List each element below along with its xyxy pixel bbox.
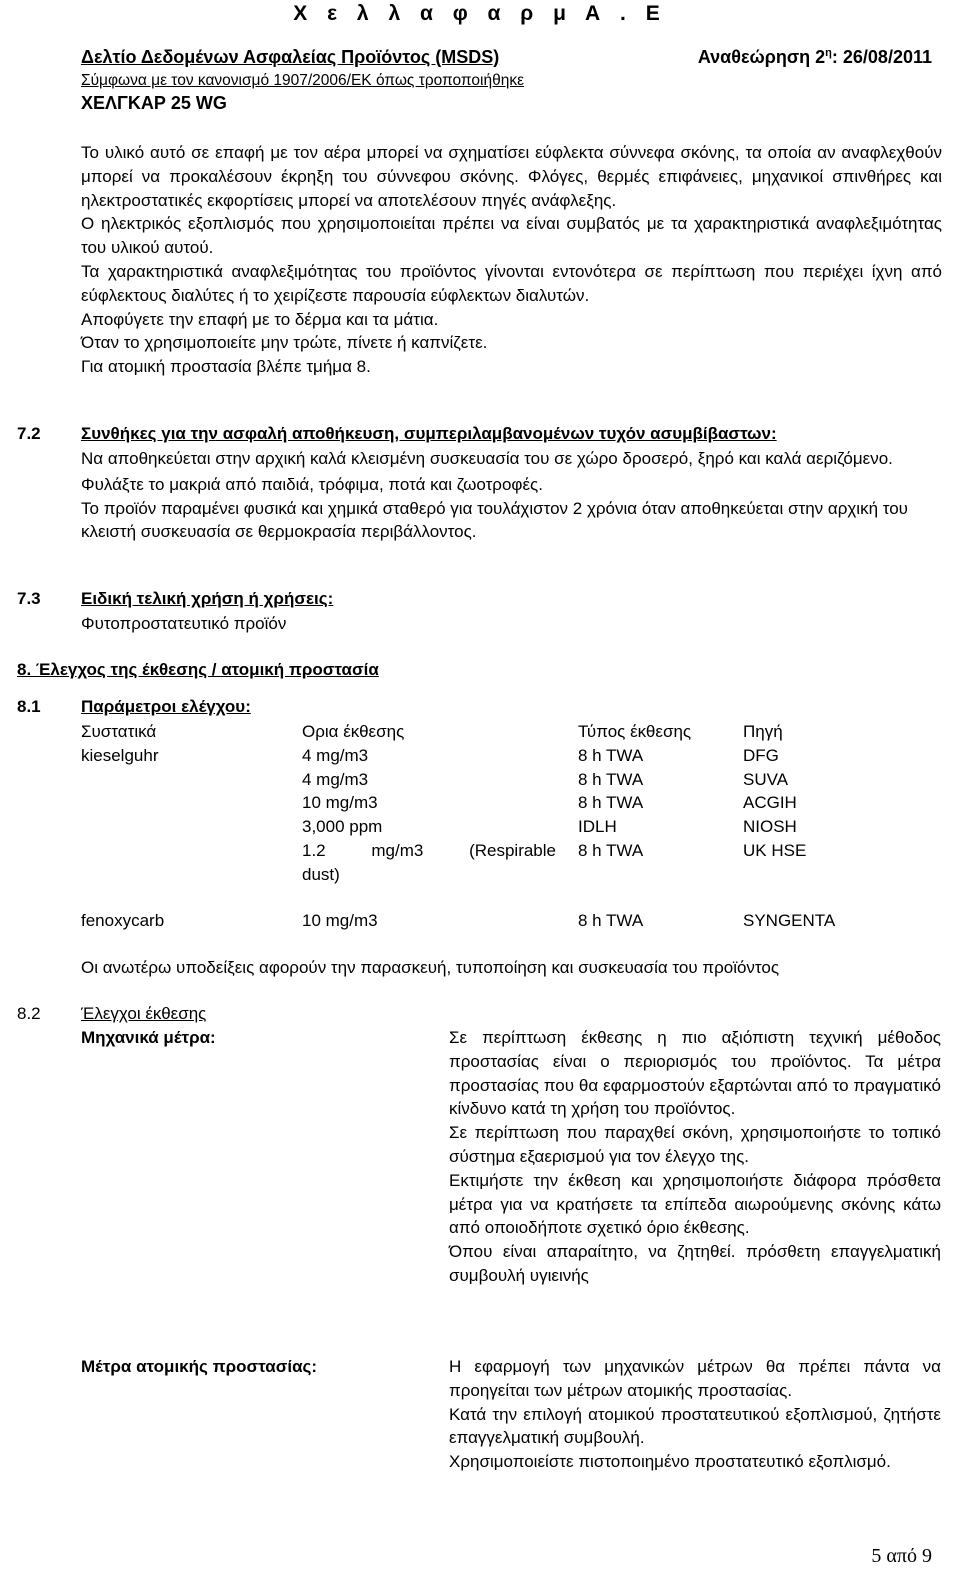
paragraph: Για ατομική προστασία βλέπε τμήμα 8. xyxy=(81,357,371,377)
table-cell: SYNGENTA xyxy=(743,911,836,930)
section-number: 7.2 xyxy=(17,424,41,443)
product-name: ΧΕΛΓΚΑΡ 25 WG xyxy=(81,93,227,113)
table-cell: IDLH xyxy=(578,817,617,836)
table-cell: 3,000 ppm xyxy=(302,817,383,836)
revision-label: Αναθεώρηση 2 xyxy=(697,47,826,67)
section-heading: Παράμετροι ελέγχου: xyxy=(81,697,251,716)
ppe-text xyxy=(449,1355,941,1474)
paragraph: Κατά την επιλογή ατομικού προστατευτικού εξοπλισμού, ζητήστε επαγγελματική συμβουλή. xyxy=(449,1404,941,1448)
limit-line-1: 1.2 mg/m3 (Respirable xyxy=(302,841,556,860)
table-cell: 4 mg/m3 xyxy=(302,746,369,765)
ppe-label: Μέτρα ατομικής προστασίας: xyxy=(81,1357,318,1376)
limit-line-2: dust) xyxy=(302,864,340,884)
table-cell: ACGIH xyxy=(743,793,797,812)
paragraph: Όταν το χρησιμοποιείτε μην τρώτε, πίνετε ή καπνίζετε. xyxy=(81,333,488,353)
section-heading: Έλεγχοι έκθεσης xyxy=(81,1004,207,1023)
regulation-line: Σύμφωνα με τον κανονισμό 1907/2006/ΕΚ όπως τροποποιήθηκε xyxy=(81,72,524,89)
paragraph: Φυλάξτε το μακριά από παιδιά, τρόφιμα, ποτά και ζωοτροφές. xyxy=(81,474,543,494)
revision-date: : 26/08/2011 xyxy=(831,47,932,67)
table-cell: 8 h TWA xyxy=(578,911,644,930)
column-header: Συστατικά xyxy=(81,722,157,741)
paragraph: Αποφύγετε την επαφή με το δέρμα και τα μάτια. xyxy=(81,309,439,329)
table-cell: 4 mg/m3 xyxy=(302,770,369,789)
section-8-heading: 8. Έλεγχος της έκθεσης / ατομική προστασία xyxy=(17,660,379,679)
table-cell: fenoxycarb xyxy=(81,911,165,930)
section-7-2-body xyxy=(81,447,921,544)
column-header: Τύπος έκθεσης xyxy=(578,722,692,741)
page-number: 5 από 9 xyxy=(871,1545,932,1567)
section-number: 8.1 xyxy=(17,697,41,716)
section-7-3-text: Φυτοπροστατευτικό προϊόν xyxy=(81,614,287,633)
revision-info xyxy=(698,47,932,68)
table-note: Οι ανωτέρω υποδείξεις αφορούν την παρασκευή, τυποποίηση και συσκευασία του προϊόντος xyxy=(81,958,780,977)
table-cell: 10 mg/m3 xyxy=(302,911,378,930)
paragraph: Το προϊόν παραμένει φυσικά και χημικά σταθερό για τουλάχιστον 2 χρόνια όταν αποθηκεύεται στην αρχική του κλειστή συσκευασία σε θερμοκρασία περιβάλλοντος. xyxy=(81,498,908,542)
table-cell: 8 h TWA xyxy=(578,793,644,812)
paragraph: Ο ηλεκτρικός εξοπλισμός που χρησιμοποιείται πρέπει να είναι συμβατός με τα χαρακτηριστικά αναφλεξιμότητας του υλικού αυτού. xyxy=(81,214,942,258)
table-cell: 8 h TWA xyxy=(578,841,644,860)
table-cell: 8 h TWA xyxy=(578,770,644,789)
paragraph: Χρησιμοποιείστε πιστοποιημένο προστατευτικό εξοπλισμό. xyxy=(449,1452,891,1472)
column-header: Πηγή xyxy=(743,722,783,741)
table-cell: DFG xyxy=(743,746,779,765)
paragraph: Όπου είναι απαραίτητο, να ζητηθεί. πρόσθετη επαγγελματική συμβουλή υγιεινής xyxy=(449,1242,941,1285)
table-cell: SUVA xyxy=(743,770,789,789)
section-7-1-continued xyxy=(81,141,942,379)
paragraph: Εκτιμήστε την έκθεση και χρησιμοποιήστε διάφορα πρόσθετα μέτρα για να κρατήσετε τα επίπεδα αιωρούμενης σκόνης κάτω από οποιοδήποτε σχετικό όριο έκθεσης. xyxy=(449,1170,941,1238)
table-cell xyxy=(302,839,556,886)
paragraph: Το υλικό αυτό σε επαφή με τον αέρα μπορεί να σχηματίσει εύφλεκτα σύννεφα σκόνης, τα οποία αν αναφλεχθούν μπορεί να προκαλέσουν έκρηξη του σύννεφου σκόνης. Φλόγες, θερμές επιφάνειες, μηχανικοί σπινθήρες και ηλεκτροστατικές εκφορτίσεις μπορεί να αποτελέσουν πηγές ανάφλεξης. xyxy=(81,143,942,210)
company-name: Χ ε λ λ α φ α ρ μ Α . Ε xyxy=(293,2,667,25)
revision-sup: η xyxy=(825,47,832,59)
msds-title: Δελτίο Δεδομένων Ασφαλείας Προϊόντος (MSDS) xyxy=(81,47,500,67)
table-cell: kieselguhr xyxy=(81,746,159,765)
table-cell: UK HSE xyxy=(743,841,807,860)
section-heading: Συνθήκες για την ασφαλή αποθήκευση, συμπεριλαμβανομένων τυχόν ασυμβίβαστων: xyxy=(81,424,777,443)
section-number: 8.2 xyxy=(17,1004,41,1023)
section-number: 7.3 xyxy=(17,589,41,608)
table-cell: 10 mg/m3 xyxy=(302,793,378,812)
column-header: Ορια έκθεσης xyxy=(302,722,405,741)
paragraph: Τα χαρακτηριστικά αναφλεξιμότητας του προϊόντος γίνονται εντονότερα σε περίπτωση που περιέχει ίχνη από εύφλεκτους διαλύτες ή το χειρίζεστε παρουσία εύφλεκτων διαλυτών. xyxy=(81,261,942,305)
section-heading: Ειδική τελική χρήση ή χρήσεις: xyxy=(81,589,334,608)
paragraph: Να αποθηκεύεται στην αρχική καλά κλεισμένη συσκευασία του σε χώρο δροσερό, ξηρό και καλά αεριζόμενο. xyxy=(81,449,893,468)
engineering-measures-text xyxy=(449,1026,941,1288)
paragraph: Σε περίπτωση έκθεσης η πιο αξιόπιστη τεχνική μέθοδος προστασίας είναι ο περιορισμός του προϊόντος. Τα μέτρα προστασίας που θα εφαρμοστούν εξαρτώνται από το πραγματικό κίνδυνο κατά τη χρήση του προϊόντος. xyxy=(449,1028,941,1119)
table-cell: NIOSH xyxy=(743,817,797,836)
paragraph: Σε περίπτωση που παραχθεί σκόνη, χρησιμοποιήστε το τοπικό σύστημα εξαερισμού για τον έλεγχο της. xyxy=(449,1123,941,1166)
paragraph: Η εφαρμογή των μηχανικών μέτρων θα πρέπει πάντα να προηγείται των μέτρων ατομικής προστασίας. xyxy=(449,1357,941,1400)
table-cell: 8 h TWA xyxy=(578,746,644,765)
engineering-measures-label: Μηχανικά μέτρα: xyxy=(81,1028,216,1047)
